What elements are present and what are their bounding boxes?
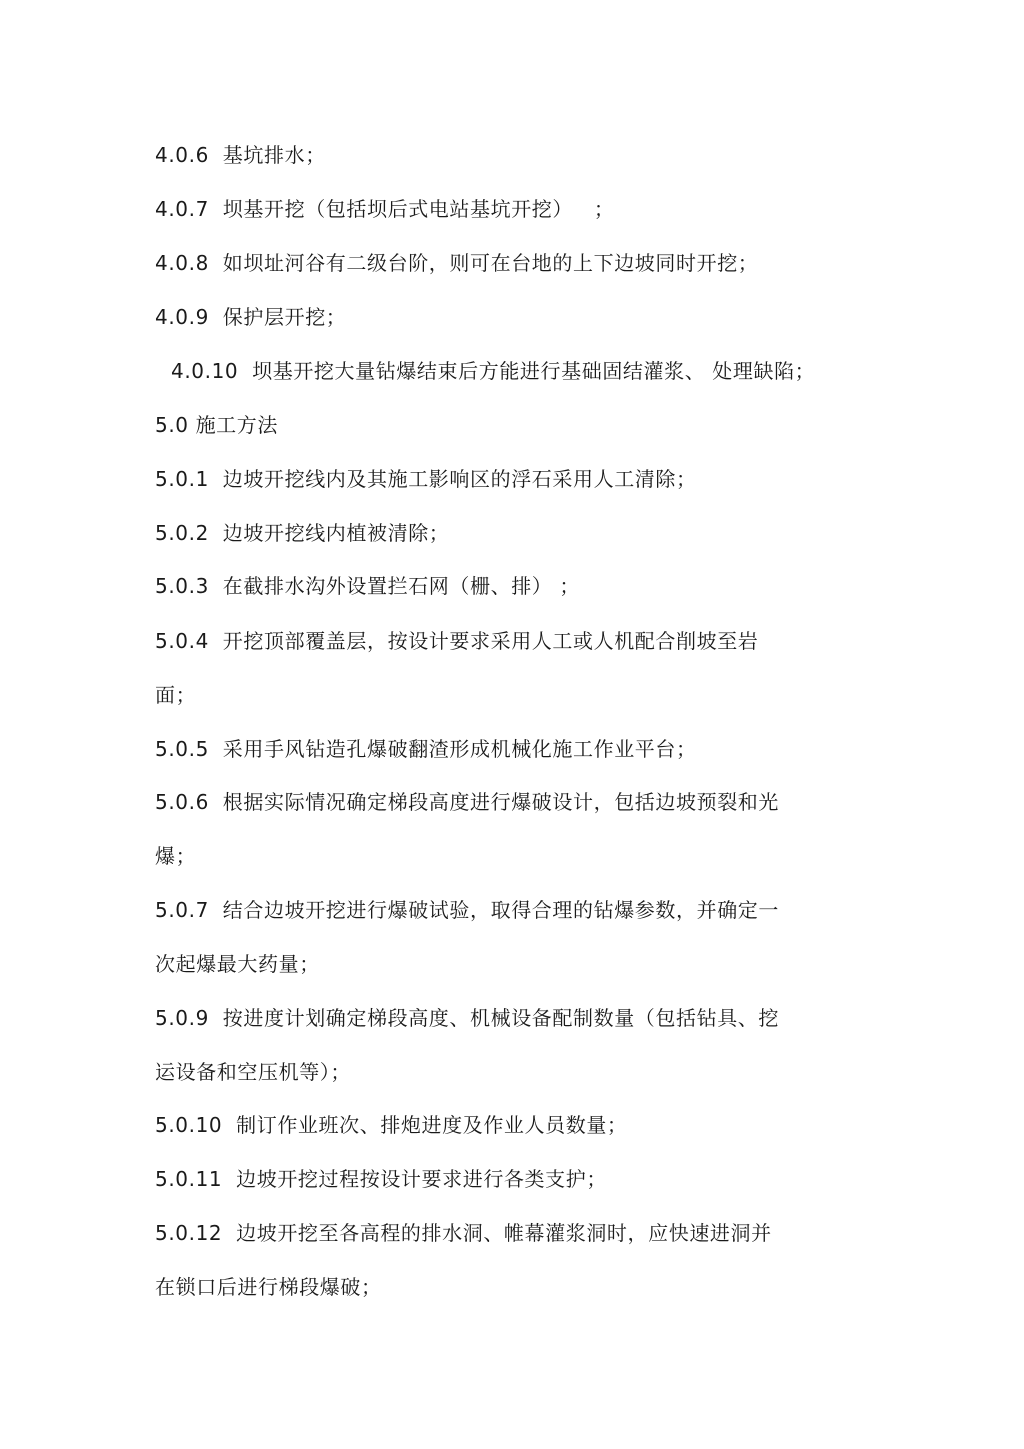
text-line: 5.0.7 结合边坡开挖进行爆破试验，取得合理的钻爆参数，并确定一 [155,898,780,922]
text-line: 次起爆最大药量； [155,952,320,976]
section-heading: 5.0 施工方法 [155,413,278,437]
text-line: 5.0.9 按进度计划确定梯段高度、机械设备配制数量（包括钻具、挖 [155,1006,780,1030]
text-line: 4.0.9 保护层开挖； [155,305,347,329]
text-line: 4.0.10 坝基开挖大量钻爆结束后方能进行基础固结灌浆、 处理缺陷； [171,359,816,383]
text-line: 5.0.11 边坡开挖过程按设计要求进行各类支护； [155,1167,607,1191]
text-line: 运设备和空压机等）； [155,1060,351,1084]
text-line: 5.0.6 根据实际情况确定梯段高度进行爆破设计，包括边坡预裂和光 [155,790,780,814]
text-line: 面； [155,683,197,707]
text-line: 4.0.7 坝基开挖（包括坝后式电站基坑开挖） ； [155,197,615,221]
text-line: 4.0.6 基坑排水； [155,143,326,167]
text-line: 爆； [155,844,197,868]
text-line: 5.0.10 制订作业班次、排炮进度及作业人员数量； [155,1113,628,1137]
text-line: 5.0.2 边坡开挖线内植被清除； [155,521,450,545]
text-line: 4.0.8 如坝址河谷有二级台阶，则可在台地的上下边坡同时开挖； [155,251,759,275]
text-line: 5.0.1 边坡开挖线内及其施工影响区的浮石采用人工清除； [155,467,697,491]
text-line: 在锁口后进行梯段爆破； [155,1275,382,1299]
text-line: 5.0.12 边坡开挖至各高程的排水洞、帷幕灌浆洞时，应快速进洞并 [155,1221,772,1245]
text-line: 5.0.3 在截排水沟外设置拦石网（栅、排） ； [155,574,580,598]
text-line: 5.0.5 采用手风钻造孔爆破翻渣形成机械化施工作业平台； [155,737,697,761]
text-line: 5.0.4 开挖顶部覆盖层，按设计要求采用人工或人机配合削坡至岩 [155,629,759,653]
